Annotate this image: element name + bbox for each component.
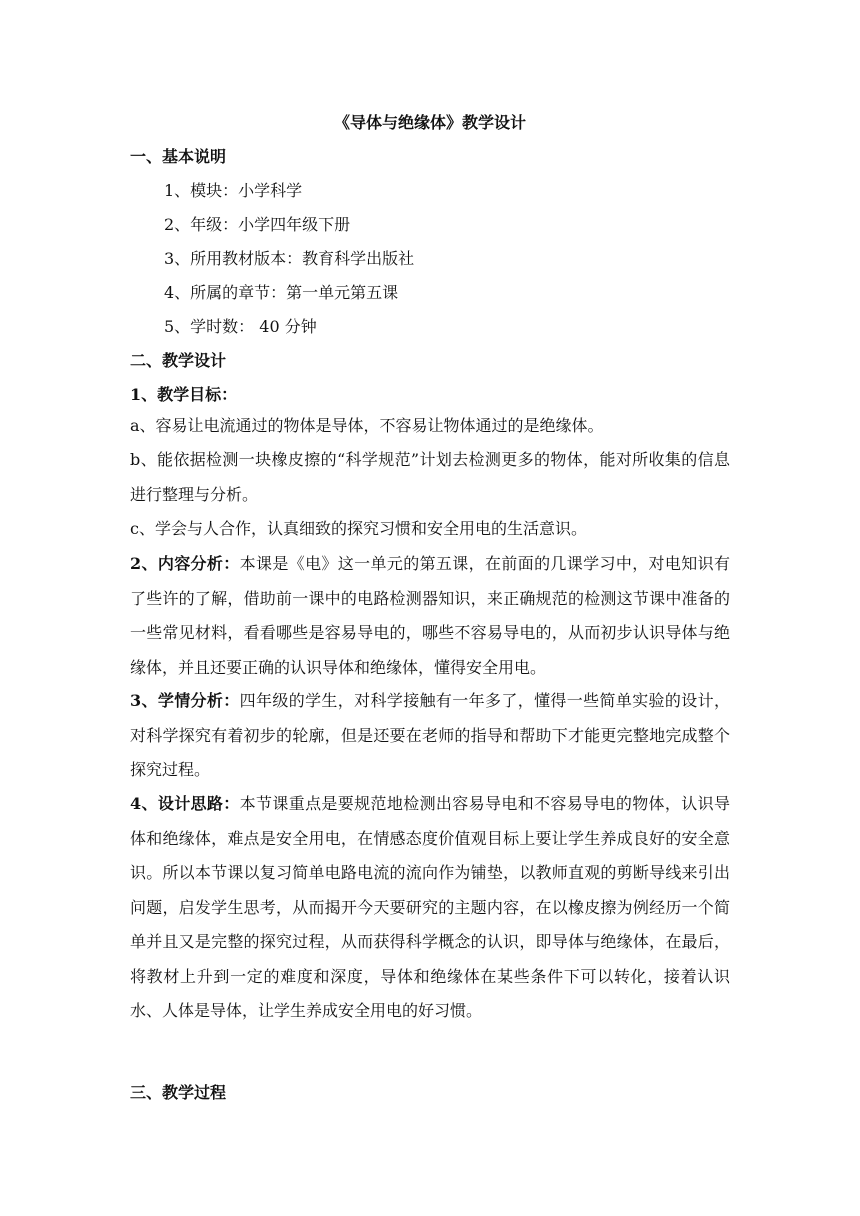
section-heading-basic-info: 一、基本说明 (130, 147, 227, 166)
student-analysis-label: 3、学情分析： (130, 691, 240, 710)
goal-b: b、能依据检测一块橡皮擦的“科学规范”计划去检测更多的物体，能对所收集的信息进行整理与分析。 (130, 450, 730, 504)
document-title: 《导体与绝缘体》教学设计 (333, 113, 526, 132)
info-item-grade: 2、年级：小学四年级下册 (164, 215, 351, 234)
goals-heading: 1、教学目标： (130, 385, 238, 404)
design-idea-paragraph (130, 787, 730, 1029)
design-idea-label: 4、设计思路： (130, 794, 240, 813)
content-analysis-text: 本课是《电》这一单元的第五课，在前面的几课学习中，对电知识有了些许的了解，借助前一课中的电路检测器知识，来正确规范的检测这节课中准备的一些常见材料，看看哪些是容易导电的，哪些不容易导电的，从而初步认识导体与绝缘体，并且还要正确的认识导体和绝缘体，懂得安全用电。 (130, 554, 730, 677)
content-analysis-paragraph (130, 547, 730, 685)
info-item-chapter: 4、所属的章节：第一单元第五课 (164, 283, 399, 302)
goal-c: c、学会与人合作，认真细致的探究习惯和安全用电的生活意识。 (130, 519, 587, 538)
info-item-textbook: 3、所用教材版本：教育科学出版社 (164, 249, 415, 268)
section-heading-teaching-design: 二、教学设计 (130, 351, 227, 370)
student-analysis-text: 四年级的学生，对科学接触有一年多了，懂得一些简单实验的设计，对科学探究有着初步的轮廓，但是还要在老师的指导和帮助下才能更完整地完成整个探究过程。 (130, 691, 730, 779)
info-item-hours: 5、学时数： 40 分钟 (164, 317, 317, 336)
section-heading-teaching-process: 三、教学过程 (130, 1083, 227, 1102)
student-analysis-paragraph (130, 684, 730, 788)
info-item-module: 1、模块：小学科学 (164, 181, 303, 200)
goal-a: a、容易让电流通过的物体是导体，不容易让物体通过的是绝缘体。 (130, 416, 604, 435)
design-idea-text: 本节课重点是要规范地检测出容易导电和不容易导电的物体，认识导体和绝缘体，难点是安全用电，在情感态度价值观目标上要让学生养成良好的安全意识。所以本节课以复习简单电路电流的流向作为铺垫，以教师直观的剪断导线来引出问题，启发学生思考，从而揭开今天要研究的主题内容，在以橡皮擦为例经历一个简单并且又是完整的探究过程，从而获得科学概念的认识，即导体与绝缘体，在最后，将教材上升到一定的难度和深度，导体和绝缘体在某些条件下可以转化，接着认识水、人体是导体，让学生养成安全用电的好习惯。 (130, 794, 730, 1020)
content-analysis-label: 2、内容分析： (130, 554, 240, 573)
